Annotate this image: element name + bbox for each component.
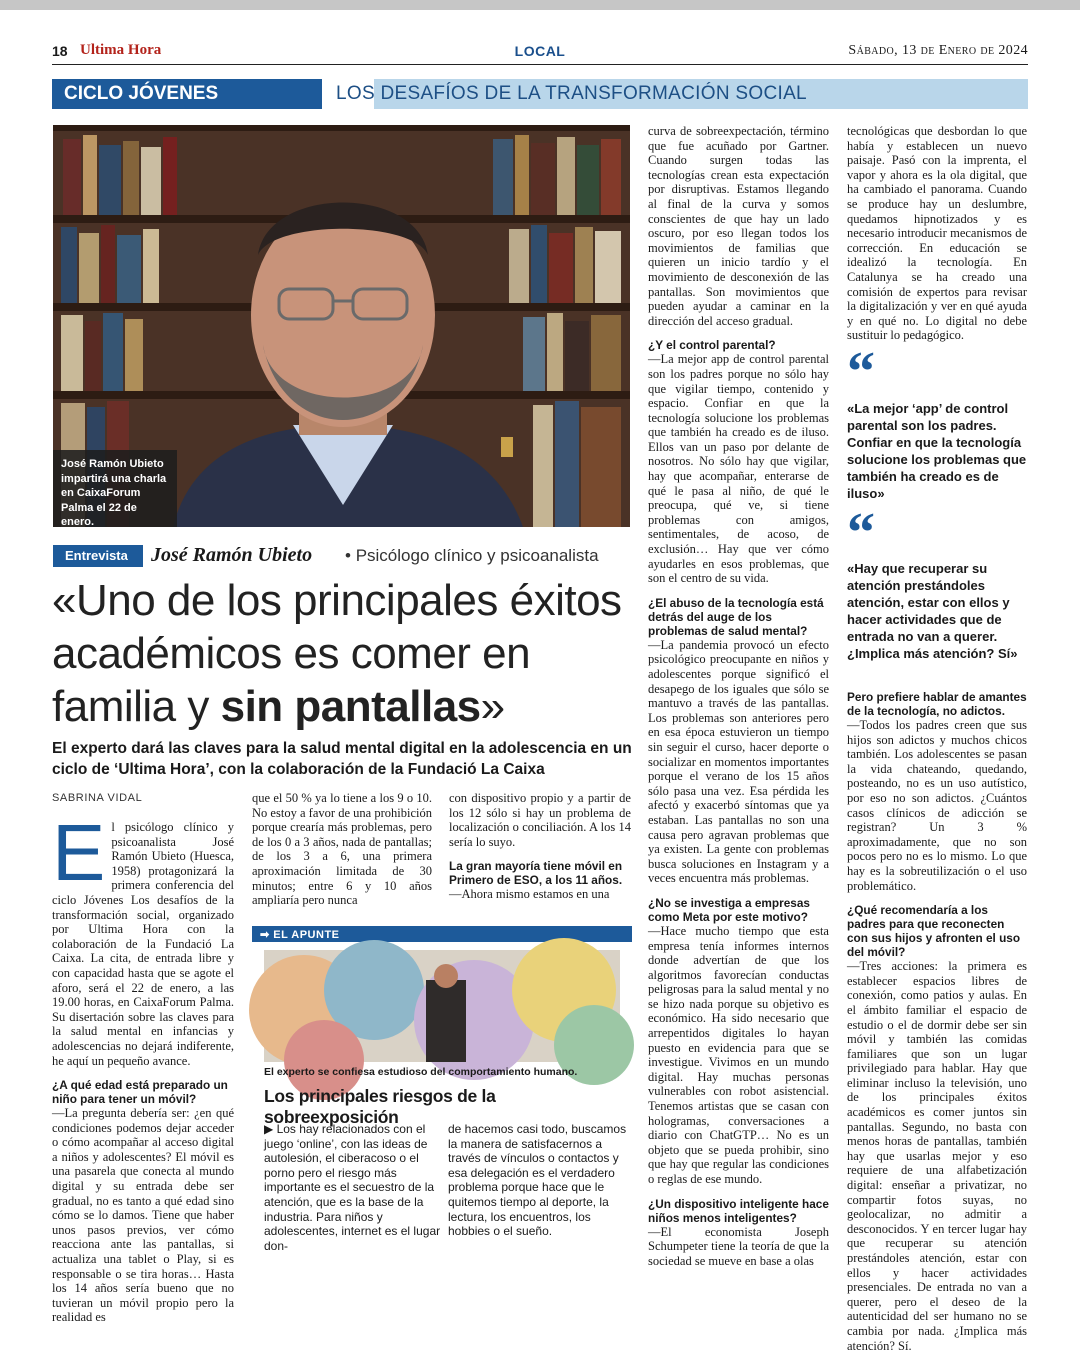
column-2 (252, 791, 432, 908)
question-3: ¿Y el control parental? (648, 338, 776, 353)
pull-quote-2: «Hay que recuperar su atención prestándoles atención, estar con ellos y hacer actividades que de entrada no van a querer. ¿Implica más atención? Sí» (847, 561, 1018, 661)
top-border (0, 0, 1080, 10)
question-1: ¿A qué edad está preparado un niño para tener un móvil? (52, 1078, 228, 1107)
column-5-top (847, 124, 1027, 343)
folio-rule (52, 64, 1028, 65)
column-4 (648, 124, 829, 1268)
el-apunte-bar: ➡ EL APUNTE (252, 926, 632, 942)
question-6: ¿Un dispositivo inteligente hace niños menos inteligentes? (648, 1196, 829, 1225)
headline-line-3-bold: sin pantallas (220, 682, 481, 731)
answer-6: —El economista Joseph Schumpeter tiene la teoría de que la sociedad se mueve en base a olas (648, 1224, 829, 1268)
issue-date: Sábado, 13 de Enero de 2024 (848, 43, 1028, 58)
byline: SABRINA VIDAL (52, 792, 143, 804)
quote-mark-icon: “ (847, 341, 875, 403)
interviewee-name: José Ramón Ubieto (151, 544, 313, 566)
column-3-text: con dispositivo propio y a partir de los 12 sólo si hay un problema de localización o conciliación. A los 14 sería lo suyo. (449, 791, 631, 849)
headline (52, 574, 632, 733)
column-1 (52, 808, 234, 1325)
page-number: 18 (52, 43, 68, 59)
page-folio (52, 43, 1028, 65)
column-5-intro: tecnológicas que desbordan lo que había y establecen un nuevo paisaje. Pasó con la imprenta, el vapor y ahora es la ola digital, que ha cambiado el panorama. Cuando se produce hay un deslumbre, quedamos hipnotizados y es necesario introducir mecanismos de corrección. En educación se idealizó la tecnología. En Catalunya se ha creado una comisión de expertos para revisar la digitalización y ver en qué ayuda y en qué no. Lo digital no debe sustituir lo pedagógico. (847, 124, 1027, 343)
answer-3: —La mejor app de control parental son los padres porque no sólo hay que vigilar tiempo, contenido y espacio. Confiar en que la tecnología solucione los problemas que también ha creado es de iluso. Ellos van un paso por delante de nosotros. No sólo hay que vigilar, hay que acompañar, enterarse de qué le pasa al niño, de qué le preocupa, qué ve, si tiene problemas con amigos, sentimentales, de acoso, de exclusión… Hay que ver cómo ayudarles en esos problemas, que son el centro de su vida. (648, 352, 829, 586)
interviewee-role-text: Psicólogo clínico y psicoanalista (355, 546, 599, 565)
headline-line-3-plain: familia y (52, 682, 221, 731)
answer-1: —La pregunta debería ser: ¿en qué condiciones podemos dejar acceder o cómo acompañar al acceso digital a niños y adolescentes? El móvil es una pasarela que conecta al mundo digital y su entrada debe ser gradual, no es tanto a qué edad sino cómo se lo damos. Tiene que haber unos pasos previos, ver cómo reacciona ante las pantallas, si actualiza una tablet o Play, si es responsable o se tira horas… Hasta los 14 años sería bueno que no tuvieran un móvil propio pero la realidad es (52, 1106, 234, 1325)
column-5-bottom (847, 680, 1027, 1353)
column-2-text: que el 50 % ya lo tiene a los 9 o 10. No estoy a favor de una prohibición porque crearía más problemas, pero de los 0 a 3 años, nada de pantallas; de los 3 a 6, una primera aproximación limitada de 30 minutos; entre 6 y 10 años ampliaría pero nunca (252, 791, 432, 908)
headline-line-1: «Uno de los principales éxitos (52, 576, 622, 625)
series-tag: CICLO JÓVENES (52, 79, 322, 109)
secondary-photo-caption: El experto se confiesa estudioso del comportamiento humano. (264, 1066, 578, 1078)
answer-2-start: —Ahora mismo estamos en una (449, 887, 610, 902)
interview-kicker (53, 545, 630, 567)
question-7: Pero prefiere hablar de amantes de la tecnología, no adictos. (847, 690, 1027, 718)
answer-5: —Hace mucho tiempo que esta empresa tenía informes internos donde advertían de que los algoritmos favorecían conductas peligrosas para la salud mental y no se hizo nada porque su objetivo es económico. Ha sido necesario que arrepentidos digitales lo hayan puesto en evidencia para que se investigue. Vivimos en un mundo digital. Hay muchas personas vulnerables con robot asistencial. Tenemos artistas que se casan con hologramas, conversaciones a diario con ChatGTP… No es un objeto que se pueda prohibir, sino que hay que regular las condiciones o reglas de ese mundo. (648, 923, 829, 1186)
headline-line-2: académicos es comer en (52, 629, 531, 678)
drop-cap: E (52, 808, 106, 897)
question-5: ¿No se investiga a empresas como Meta por este motivo? (648, 895, 810, 924)
el-apunte-title: Los principales riesgos de la sobreexposición (264, 1086, 496, 1127)
main-photo (53, 125, 630, 527)
interviewee-role: • Psicólogo clínico y psicoanalista (345, 546, 599, 565)
answer-8: —Tres acciones: la primera es establecer espacios libres de conexión, como patios y aulas. En el ámbito familiar el espacio de estudio o el de dormir debe ser sin móvil y también las comidas familiares que son un lugar privilegiado para hablar. Hay que eliminar incluso la televisión, uno de los principales éxitos académicos es comer juntos sin pantallas. Segundo, no basta con menos horas de pantallas, también hay que usarlas mejor y eso requiere de una alfabetización digital: enseñar a privatizar, no compartir fotos suyas, no geolocalizar, no admitir a desconocidos. Y en tercer lugar hay que recuperar su atención prestándoles atención, estar con ellos y hacer actividades presenciales. De entrada no van a querer, pero el deseo de la autenticidad del ser humano no se cambia por nada. ¿Implica más atención? Sí. (847, 959, 1027, 1353)
artwork-illustration (264, 950, 620, 1062)
column-3 (449, 791, 631, 902)
series-theme: LOS DESAFÍOS DE LA TRANSFORMACIÓN SOCIAL (336, 83, 807, 104)
interview-badge: Entrevista (53, 545, 143, 567)
section-name: LOCAL (514, 43, 566, 59)
quote-mark-icon: “ (847, 502, 875, 564)
intro-paragraph (52, 808, 234, 1068)
brand-name: Ultima Hora (80, 42, 162, 58)
secondary-photo (264, 950, 620, 1062)
headline-line-3-end: » (480, 682, 505, 731)
series-banner (52, 79, 1028, 109)
column-4-intro: curva de sobreexpectación, término que fue acuñado por Gartner. Cuando surgen todas las tecnologías crean esta expectación por disruptivas. Estamos llegando al final de la curva y somos conscientes de que hay un lado oscuro, por eso llegan todos los movimientos de familias que quieren un inicio tardío y el movimiento de desconexión de las pantallas. Son movimientos que pueden ayudar a caminar en la dirección del acceso gradual. (648, 124, 829, 328)
pull-quote-1: «La mejor ‘app’ de control parental son los padres. Confiar en que la tecnología solucione los problemas que también ha creado es de iluso» (847, 401, 1027, 501)
photo-caption: José Ramón Ubieto impartirá una charla en CaixaForum Palma el 22 de enero. (53, 450, 177, 527)
el-apunte-box (252, 926, 632, 1330)
answer-7: —Todos los padres creen que sus hijos son adictos y muchos chicos también. Los adolescentes se pasan la vida chateando, quedando, posteando, no es un uso autístico, por eso no son adictos. ¿Cuántos casos clínicos de adicción se registran? Un 3 % aproximadamente, que no son pocos pero no es lo mismo. Lo que hay es la sobreutilización o el uso problemático. (847, 718, 1027, 893)
intro-text: l psicólogo clínico y psicoanalista José Ramón Ubieto (Huesca, 1958) protagonizará la primera conferencia del ciclo Jóvenes Los desafíos de la transformación social, organizado por Ultima Hora con la colaboración de la Fundació La Caixa. La cita, de entrada libre y con capacidad hasta que se agote el aforo, será el 22 de enero, a las 19.00 horas, en CaixaForum Palma. Su disertación sobre las claves para la salud mental en infancias y adolescencias no dejará indiferente, he aquí un pequeño avance. (52, 820, 234, 1068)
question-2: La gran mayoría tiene móvil en Primero de ESO, a los 11 años. (449, 859, 623, 888)
headline-line-3 (52, 680, 632, 733)
el-apunte-right: de hacemos casi todo, buscamos la manera de satisfacernos a través de vínculos o contactos y esa delegación es el verdadero problema porque hace que le quitemos tiempo al deporte, la lectura, los encuentros, los hobbies o el sueño. (448, 1122, 627, 1239)
el-apunte-left: ▶ Los hay relacionados con el juego ‘online’, con las ideas de autolesión, el ciberacoso o el porno pero el riesgo más importante es el secuestro de la atención, que es la base de la industria. Para niños y adolescentes, internet es el lugar don- (264, 1122, 441, 1253)
question-4: ¿El abuso de la tecnología está detrás del auge de los problemas de salud mental? (648, 595, 824, 638)
deck: El experto dará las claves para la salud mental digital en la adolescencia en un ciclo de ‘Ultima Hora’, con la colaboración de la Fundació La Caixa (52, 740, 632, 778)
answer-4: —La pandemia provocó un efecto psicológico preocupante en niños y adolescentes porque significó el desapego de los iguales que sólo se mantuvo a través de las pantallas. Los problemas son anteriores pero en esa época estuvieron un tiempo sin seguir el curso, hacer deporte o socializar en momentos importantes porque el verano de los 15 años sólo pasa una vez. Esa pérdida les afectó y exacerbó síntomas que ya estaban. Las pantallas no son una causa pero agravan problemas que ya existen. La gente con problemas busca soluciones en Instagram y a veces encuentra más problemas. (648, 637, 829, 886)
question-8: ¿Qué recomendaría a los padres para que reconecten con sus hijos y afronten el uso del móvil? (847, 903, 1021, 960)
